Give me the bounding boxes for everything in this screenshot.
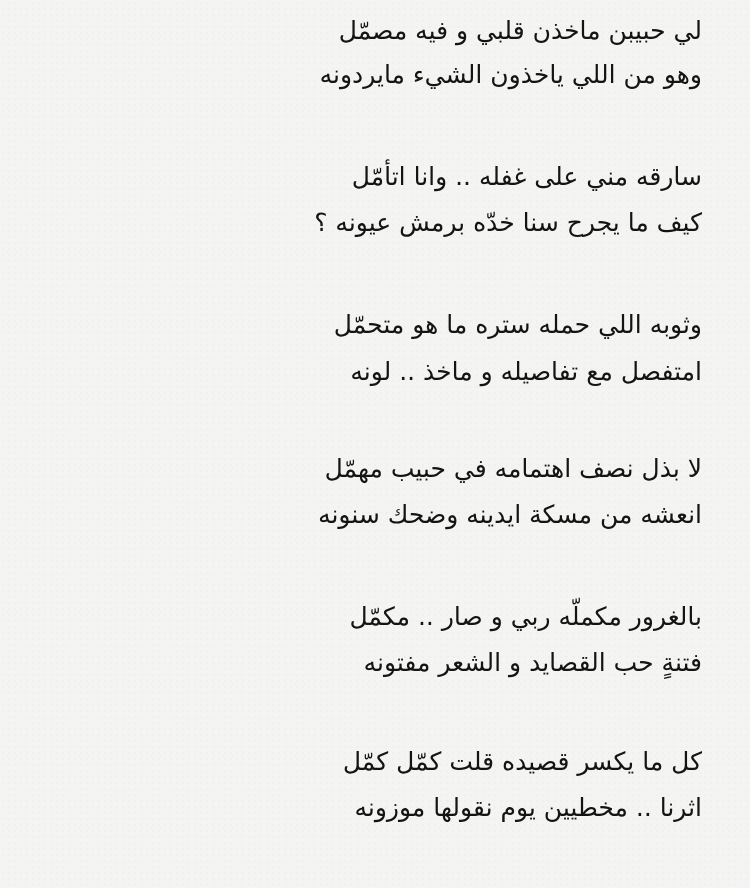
poem-line: لي حبيبن ماخذن قلبي و فيه مصمّل <box>338 16 702 45</box>
poem-line: اثرنا .. مخطيين يوم نقولها موزونه <box>354 793 702 822</box>
poem-line: كيف ما يجرح سنا خدّه برمش عيونه ؟ <box>314 208 702 237</box>
poem-line: فتنةٍ حب القصايد و الشعر مفتونه <box>363 648 702 677</box>
poem-line: وثوبه اللي حمله ستره ما هو متحمّل <box>333 310 702 339</box>
poem-line: كل ما يكسر قصيده قلت كمّل كمّل <box>342 747 702 776</box>
poem-line: انعشه من مسكة ايدينه وضحك سنونه <box>318 500 702 529</box>
poem-line: سارقه مني على غفله .. وانا اتأمّل <box>351 162 702 191</box>
poem-line: لا بذل نصف اهتمامه في حبيب مهمّل <box>324 454 702 483</box>
poem-line: امتفصل مع تفاصيله و ماخذ .. لونه <box>350 357 702 386</box>
poem-line: وهو من اللي ياخذون الشيء مايردونه <box>319 60 702 89</box>
poem-line: بالغرور مكملّه ربي و صار .. مكمّل <box>349 602 702 631</box>
